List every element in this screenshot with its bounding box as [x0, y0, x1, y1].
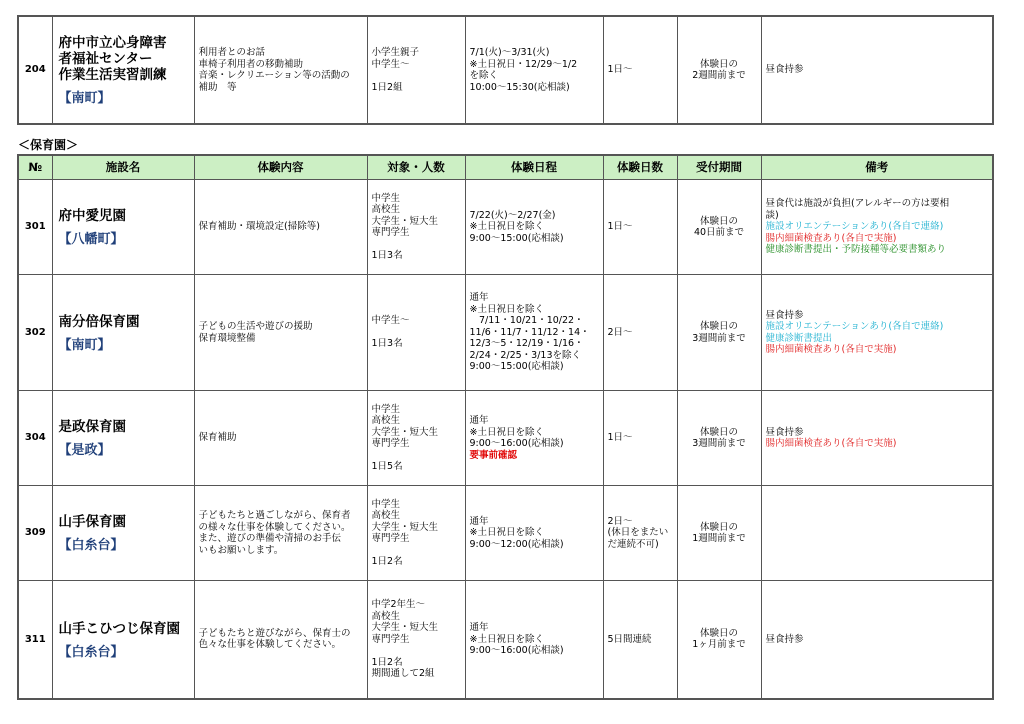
note-line: 施設オリエンテーションあり(各自で連絡) [765, 221, 944, 233]
facility-name-cell [52, 486, 194, 581]
text-line: 中学生 [371, 498, 401, 510]
note-line: 昼食持参 [765, 64, 804, 76]
schedule-note: 要事前確認 [469, 449, 518, 461]
application-period [677, 391, 761, 486]
note-line: 施設オリエンテーションあり(各自で連絡) [765, 321, 944, 332]
facility-number: 302 [18, 275, 52, 391]
text-line: 大学生・短大生 [371, 622, 439, 633]
header-target: 対象・人数 [367, 155, 465, 180]
experience-days [603, 391, 677, 486]
header-no: № [18, 155, 52, 180]
text-line: ※土日祝日を除く [469, 527, 544, 539]
text-line: だ連続不可) [607, 538, 659, 550]
text-line: 1日～ [607, 64, 633, 76]
notes [761, 275, 993, 391]
text-line: 7/11・10/21・10/22・ [469, 315, 584, 327]
text-line: 11/6・11/7・11/12・14・ [469, 326, 590, 338]
schedule-lines [470, 622, 599, 657]
note-line: 昼食代は施設が負担(アレルギーの方は要相 [765, 198, 950, 210]
text-line: 中学生～ [371, 315, 410, 327]
application-period [677, 16, 761, 124]
text-line: 1日～ [607, 221, 633, 233]
notes [761, 180, 993, 275]
text-line: 通年 [469, 622, 489, 633]
table-row [18, 391, 993, 486]
text-line: ※土日祝日を除く [469, 426, 544, 438]
text-line: 専門学生 [371, 633, 410, 645]
text-line: 中学生 [371, 192, 401, 204]
text-line [372, 645, 461, 657]
text-line: 12/3～5・12/19・1/16・ [469, 338, 584, 350]
schedule-lines [470, 210, 599, 245]
target-count [367, 180, 465, 275]
table-row [18, 180, 993, 275]
text-line: を除く [469, 70, 499, 81]
text-line: ※土日祝日を除く [469, 221, 544, 233]
text-line: 体験日の [699, 58, 738, 70]
schedule-lines [470, 516, 599, 551]
facility-area: 【南町】 [58, 337, 111, 353]
text-line: 大学生・短大生 [371, 426, 439, 438]
text-line: 9:00～16:00(応相談) [469, 645, 564, 656]
schedule [465, 391, 603, 486]
target-count [367, 16, 465, 124]
text-line: 中学生～ [371, 58, 410, 70]
target-count [367, 275, 465, 391]
facility-name: 南分倍保育園 [58, 313, 140, 330]
text-line: 専門学生 [371, 438, 410, 449]
text-line: 保育補助・環境設定(掃除等) [198, 221, 320, 233]
text-line: また、遊びの準備や清掃のお手伝 [198, 533, 342, 544]
note-line: 腸内細菌検査あり(各自で実施) [765, 232, 897, 244]
experience-content [194, 581, 367, 699]
target-count [367, 581, 465, 699]
text-line: 10:00～15:30(応相談) [469, 81, 570, 93]
table-row [18, 16, 993, 124]
text-line: 3週間前まで [692, 438, 746, 449]
text-line: 者福祉センター [58, 51, 153, 68]
facility-name-cell [52, 275, 194, 391]
facility-name: 是政保育園 [58, 419, 126, 436]
experience-days [603, 581, 677, 699]
text-line: 小学生親子 [371, 47, 420, 58]
text-line: 5日間連続 [607, 633, 652, 645]
text-line: 子どもの生活や遊びの援助 [198, 321, 313, 332]
text-line: ※土日祝日を除く [469, 633, 544, 645]
header-days: 体験日数 [603, 155, 677, 180]
text-line: 2日～ [607, 515, 633, 527]
facility-name-cell [52, 16, 194, 124]
facility-number: 311 [18, 581, 52, 699]
text-line: 期間通して2組 [371, 668, 435, 679]
text-line: 1ヶ月前まで [692, 639, 746, 651]
text-line: いもお願いします。 [198, 544, 284, 556]
header-notes: 備考 [761, 155, 993, 180]
schedule [465, 180, 603, 275]
header-row [18, 155, 993, 180]
text-line: ※土日祝日・12/29～1/2 [469, 58, 578, 70]
facility-number: 204 [18, 16, 52, 124]
text-line: 1日2組 [371, 81, 403, 93]
text-line: 1日3名 [371, 338, 403, 350]
text-line: 色々な仕事を体験してください。 [198, 639, 342, 651]
note-line: 健康診断書提出 [765, 332, 833, 344]
text-line: 3週間前まで [692, 332, 746, 344]
facility-name-cell [52, 581, 194, 699]
text-line: 通年 [469, 415, 489, 426]
text-line: 音楽・レクリエーション等の活動の [198, 70, 350, 81]
facility-number: 309 [18, 486, 52, 581]
text-line: 大学生・短大生 [371, 215, 439, 227]
application-period [677, 275, 761, 391]
text-line: 補助 等 [198, 81, 237, 93]
experience-content [194, 391, 367, 486]
note-line: 昼食持参 [765, 426, 804, 438]
text-line [372, 327, 461, 339]
text-line: 1日～ [607, 432, 633, 444]
note-line: 腸内細菌検査あり(各自で実施) [765, 344, 897, 355]
text-line: 作業生活実習訓練 [58, 67, 167, 84]
text-line: 2週間前まで [692, 70, 746, 81]
notes [761, 391, 993, 486]
text-line: 体験日の [699, 426, 738, 438]
text-line: (休日をまたい [607, 527, 669, 539]
text-line: 1日3名 [371, 250, 403, 261]
facility-area: 【白糸台】 [58, 644, 124, 660]
facility-area: 【八幡町】 [58, 232, 124, 248]
facility-name-cell [52, 391, 194, 486]
facility-name: 府中愛児園 [58, 208, 126, 225]
experience-days [603, 275, 677, 391]
facility-area: 【南町】 [58, 91, 111, 107]
experience-days [603, 16, 677, 124]
application-period [677, 581, 761, 699]
facility-name: 山手保育園 [58, 514, 126, 531]
table-row [18, 486, 993, 581]
experience-days [603, 486, 677, 581]
header-schedule: 体験日程 [465, 155, 603, 180]
text-line: 9:00～15:00(応相談) [469, 232, 564, 244]
header-content: 体験内容 [194, 155, 367, 180]
target-count [367, 486, 465, 581]
schedule [465, 486, 603, 581]
text-line: 高校生 [371, 204, 401, 215]
text-line: 1日2名 [371, 656, 403, 668]
text-line: 高校生 [371, 415, 401, 426]
application-period [677, 180, 761, 275]
text-line: 40日前まで [693, 227, 745, 238]
header-period: 受付期間 [677, 155, 761, 180]
text-line [372, 70, 461, 82]
text-line: 車椅子利用者の移動補助 [198, 58, 304, 70]
text-line: 9:00～16:00(応相談) [469, 438, 564, 449]
experience-content [194, 180, 367, 275]
note-line: 昼食持参 [765, 309, 804, 321]
text-line [372, 545, 461, 557]
text-line: 7/22(火)～2/27(金) [469, 209, 556, 221]
top-facility-table [17, 15, 994, 125]
note-line: 腸内細菌検査あり(各自で実施) [765, 438, 897, 449]
text-line: 通年 [469, 515, 489, 527]
text-line: 1週間前まで [692, 533, 746, 544]
schedule [465, 16, 603, 124]
experience-content [194, 16, 367, 124]
text-line [372, 239, 461, 251]
experience-content [194, 275, 367, 391]
text-line: 大学生・短大生 [371, 521, 439, 533]
text-line: の様々な仕事を体験してください。 [198, 521, 351, 533]
schedule-lines [470, 415, 599, 450]
text-line: 中学生 [371, 403, 401, 415]
experience-days [603, 180, 677, 275]
note-line: 昼食持参 [765, 633, 804, 645]
text-line: 2/24・2/25・3/13を除く [469, 349, 581, 361]
facility-name [59, 35, 190, 83]
text-line: 体験日の [699, 321, 738, 332]
text-line: 高校生 [371, 510, 401, 521]
text-line: 体験日の [699, 627, 738, 639]
text-line: ※土日祝日を除く [469, 303, 544, 315]
schedule-lines [470, 292, 599, 373]
text-line: 中学2年生～ [371, 599, 426, 610]
text-line: 専門学生 [371, 227, 410, 238]
facility-area: 【是政】 [58, 443, 111, 459]
text-line [372, 450, 461, 462]
section-title: ＜保育園＞ [18, 138, 79, 152]
text-line: 9:00～12:00(応相談) [469, 538, 564, 550]
facility-name-cell [52, 180, 194, 275]
text-line: 府中市立心身障害 [58, 35, 167, 52]
target-count [367, 391, 465, 486]
application-period [677, 486, 761, 581]
text-line: 体験日の [699, 215, 738, 227]
schedule [465, 275, 603, 391]
note-line: 談) [765, 209, 779, 221]
experience-content [194, 486, 367, 581]
text-line: 体験日の [699, 521, 738, 533]
table-row [18, 581, 993, 699]
facility-area: 【白糸台】 [58, 538, 124, 554]
text-line: 保育補助 [198, 432, 237, 444]
text-line: 9:00～15:00(応相談) [469, 361, 564, 373]
text-line: 1日2名 [371, 556, 403, 567]
notes [761, 486, 993, 581]
text-line: 子どもたちと遊びながら、保育士の [198, 627, 351, 639]
text-line: 7/1(火)～3/31(火) [469, 47, 550, 58]
text-line: 利用者とのお話 [198, 47, 266, 58]
text-line: 専門学生 [371, 533, 410, 544]
facility-number: 301 [18, 180, 52, 275]
note-line: 健康診断書提出・予防接種等必要書類あり [765, 244, 947, 256]
facility-number: 304 [18, 391, 52, 486]
nursery-table [17, 154, 994, 700]
text-line: 通年 [469, 292, 489, 304]
text-line: 子どもたちと過ごしながら、保育者 [198, 510, 351, 521]
notes [761, 16, 993, 124]
header-facility: 施設名 [52, 155, 194, 180]
text-line: 1日5名 [371, 461, 403, 472]
text-line: 保育環境整備 [198, 332, 256, 344]
text-line: 2日～ [607, 326, 633, 338]
table-row [18, 275, 993, 391]
facility-name: 山手こひつじ保育園 [58, 620, 180, 637]
schedule [465, 581, 603, 699]
notes [761, 581, 993, 699]
text-line: 高校生 [371, 610, 401, 622]
